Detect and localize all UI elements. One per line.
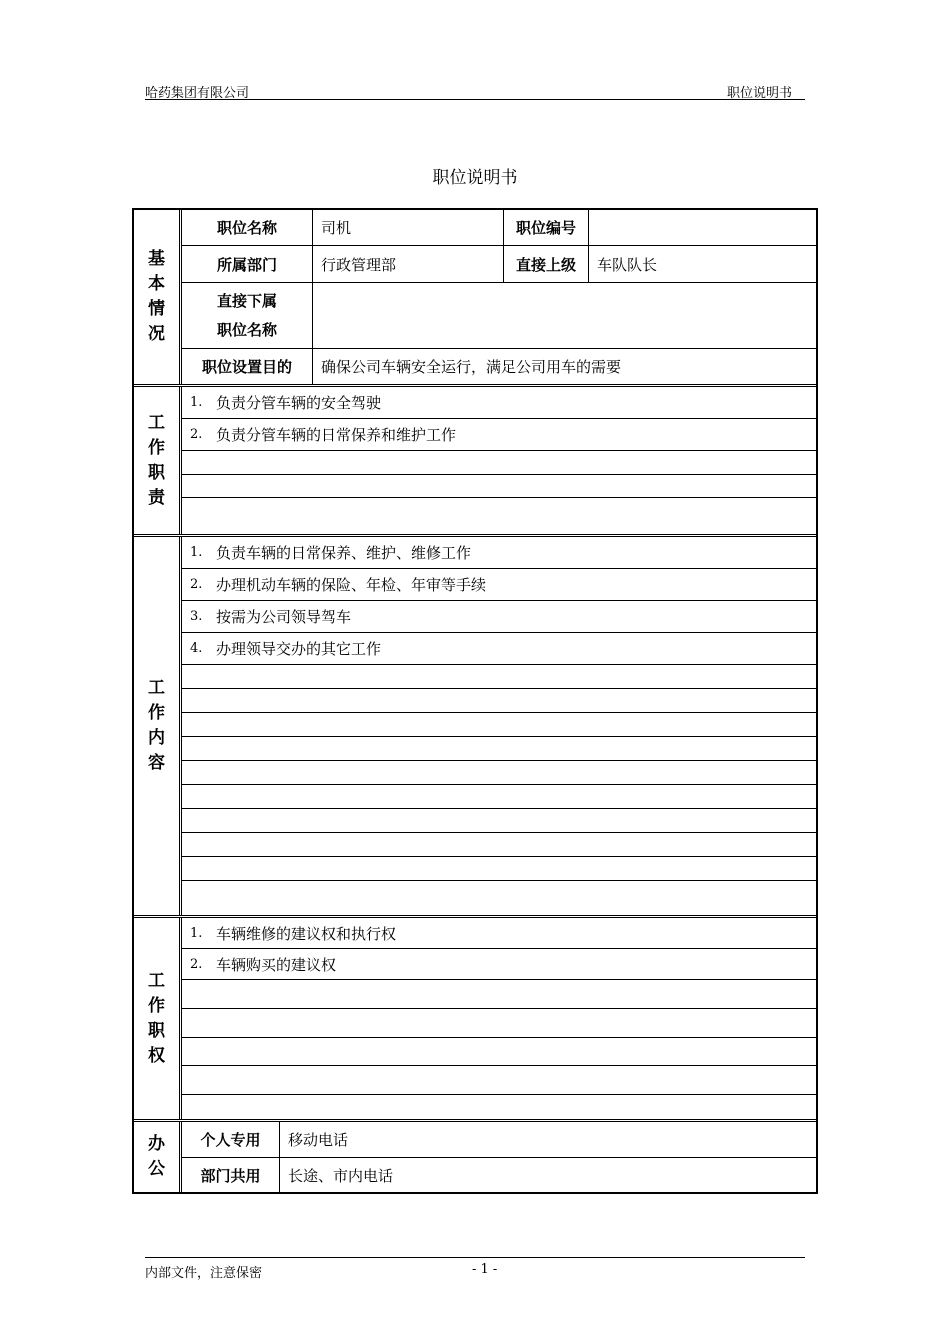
department-value: 行政管理部 bbox=[312, 246, 503, 282]
section-label-duties: 工作职责 bbox=[134, 387, 182, 534]
subordinate-label: 直接下属 职位名称 bbox=[216, 291, 277, 339]
superior-value: 车队队长 bbox=[588, 246, 816, 282]
empty-row bbox=[182, 1037, 816, 1065]
empty-row bbox=[182, 784, 816, 808]
empty-row bbox=[182, 880, 816, 915]
list-item: 2. 办理机动车辆的保险、年检、年审等手续 bbox=[182, 568, 816, 600]
empty-row bbox=[182, 474, 816, 497]
page-number: - 1 - bbox=[472, 1262, 498, 1277]
section-label-basic: 基本情况 bbox=[134, 210, 182, 384]
empty-row bbox=[182, 736, 816, 760]
job-description-form bbox=[132, 208, 818, 1194]
row-purpose bbox=[182, 348, 816, 384]
list-item: 2. 负责分管车辆的日常保养和维护工作 bbox=[182, 418, 816, 450]
purpose-value: 确保公司车辆安全运行，满足公司用车的需要 bbox=[312, 349, 816, 384]
row-personal-use bbox=[182, 1122, 816, 1157]
empty-row bbox=[182, 1094, 816, 1119]
section-content bbox=[134, 534, 816, 915]
empty-row bbox=[182, 760, 816, 784]
position-code-label: 职位编号 bbox=[503, 210, 588, 245]
list-item: 2. 车辆购买的建议权 bbox=[182, 948, 816, 979]
empty-row bbox=[182, 712, 816, 736]
position-name-label: 职位名称 bbox=[216, 219, 277, 237]
empty-row bbox=[182, 832, 816, 856]
header-company: 哈药集团有限公司 bbox=[145, 86, 250, 101]
list-item: 1. 负责分管车辆的安全驾驶 bbox=[190, 394, 382, 412]
empty-row bbox=[182, 688, 816, 712]
header-rule bbox=[145, 99, 805, 100]
empty-row bbox=[182, 664, 816, 688]
header-doc-type: 职位说明书 bbox=[727, 86, 793, 101]
row-shared-use bbox=[182, 1157, 816, 1192]
empty-row bbox=[182, 1008, 816, 1037]
shared-use-value: 长途、市内电话 bbox=[279, 1158, 816, 1192]
superior-label: 直接上级 bbox=[503, 246, 588, 282]
document-title: 职位说明书 bbox=[432, 168, 518, 188]
empty-row bbox=[182, 808, 816, 832]
section-basic bbox=[134, 210, 816, 384]
row-department bbox=[182, 245, 816, 282]
purpose-label: 职位设置目的 bbox=[201, 358, 292, 376]
section-label-content: 工作内容 bbox=[134, 537, 182, 915]
empty-row bbox=[182, 856, 816, 880]
empty-row bbox=[182, 979, 816, 1008]
personal-use-label: 个人专用 bbox=[200, 1131, 261, 1149]
empty-row bbox=[182, 1065, 816, 1094]
shared-use-label: 部门共用 bbox=[200, 1166, 261, 1185]
personal-use-value: 移动电话 bbox=[279, 1122, 816, 1157]
section-authority bbox=[134, 915, 816, 1119]
section-label-authority: 工作职权 bbox=[134, 918, 182, 1119]
row-subordinate bbox=[182, 282, 816, 348]
footer-note: 内部文件，注意保密 bbox=[145, 1266, 263, 1281]
section-label-office: 办公 bbox=[134, 1122, 182, 1192]
position-code-value bbox=[588, 210, 816, 245]
empty-row bbox=[182, 497, 816, 534]
section-office bbox=[134, 1119, 816, 1192]
row-position-name bbox=[182, 210, 816, 245]
empty-row bbox=[182, 450, 816, 474]
list-item: 1. 车辆维修的建议权和执行权 bbox=[190, 924, 397, 943]
department-label: 所属部门 bbox=[216, 255, 277, 274]
list-item: 3. 按需为公司领导驾车 bbox=[182, 600, 816, 632]
footer-rule bbox=[145, 1257, 805, 1258]
section-duties bbox=[134, 384, 816, 534]
list-item: 1. 负责车辆的日常保养、维护、维修工作 bbox=[190, 544, 472, 562]
subordinate-value bbox=[312, 283, 816, 348]
list-item: 4. 办理领导交办的其它工作 bbox=[182, 632, 816, 664]
position-name-value: 司机 bbox=[312, 210, 503, 245]
